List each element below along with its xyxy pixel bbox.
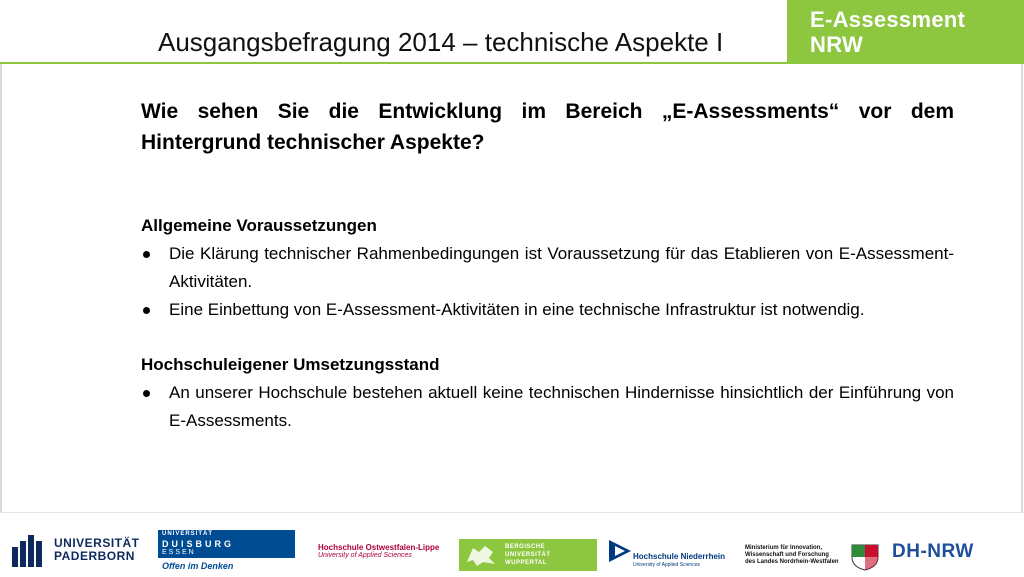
list-item (141, 240, 954, 296)
buw-line-2: UNIVERSITÄT (505, 552, 551, 558)
logo-hochschule-owl (318, 543, 443, 567)
brand-line-1: E-Assessment (810, 7, 966, 32)
bullet-text: Eine Einbettung von E-Assessment-Aktivitäten in eine technische Infrastruktur ist notwendig. (169, 300, 865, 319)
upb-line-2: PADERBORN (54, 549, 135, 563)
ude-slogan: Offen im Denken (162, 561, 234, 571)
logo-ministerium-nrw (745, 545, 845, 573)
nrw-coat-of-arms-icon (850, 543, 880, 571)
logo-universitaet-paderborn (12, 531, 142, 571)
slide-content (141, 96, 954, 435)
logo-universitaet-duisburg-essen (158, 530, 295, 574)
ministry-line-3: des Landes Nordrhein-Westfalen (745, 559, 839, 565)
list-item (141, 296, 954, 324)
bullet-text: An unserer Hochschule bestehen aktuell keine technischen Hindernisse hinsichtlich der Einführung von E-Assessments. (169, 383, 954, 430)
bullet-icon (143, 390, 150, 397)
bullet-text: Die Klärung technischer Rahmenbedingungen ist Voraussetzung für das Etablieren von E-Assessment-Aktivitäten. (169, 244, 954, 291)
buw-line-3: WUPPERTAL (505, 560, 548, 566)
partner-logo-footer (0, 512, 1024, 577)
ude-line-2: DUISBURG (162, 539, 235, 549)
hsnr-line-2: University of Applied Sciences (633, 562, 700, 568)
slide-header (0, 0, 1024, 64)
bullet-list-general (141, 240, 954, 324)
frame-left-border (0, 64, 2, 512)
ude-line-1: UNIVERSITÄT (162, 531, 214, 537)
buw-line-1: BERGISCHE (505, 544, 546, 550)
ministry-line-2: Wissenschaft und Forschung (745, 552, 829, 558)
upb-emblem-icon (12, 533, 46, 567)
bullet-icon (143, 307, 150, 314)
ministry-line-1: Ministerium für Innovation, (745, 545, 823, 551)
hsnr-line-1: Hochschule Niederrhein (633, 552, 726, 561)
frame-right-border (1021, 64, 1023, 512)
slide-title: Ausgangsbefragung 2014 – technische Aspekte I (158, 27, 724, 57)
logo-dh-nrw: DH-NRW (892, 541, 974, 562)
ude-line-3: ESSEN (162, 549, 196, 556)
list-item (141, 379, 954, 435)
bullet-list-status (141, 379, 954, 435)
hsnr-emblem-icon (609, 540, 631, 562)
upb-line-1: UNIVERSITÄT (54, 536, 140, 550)
hsowl-line-2: University of Applied Sciences (318, 552, 412, 559)
lion-icon (463, 542, 499, 568)
logo-hochschule-niederrhein (609, 538, 739, 574)
hsowl-line-1: Hochschule Ostwestfalen-Lippe (318, 543, 440, 552)
question-heading: Wie sehen Sie die Entwicklung im Bereich „E-Assessments“ vor dem Hintergrund technischer Aspekte? (141, 100, 954, 154)
section-title-status: Hochschuleigener Umsetzungsstand (141, 355, 440, 374)
brand-line-2: NRW (810, 32, 864, 57)
bullet-icon (143, 251, 150, 258)
brand-logo-e-assessment-nrw (787, 0, 1024, 64)
section-title-general: Allgemeine Voraussetzungen (141, 216, 377, 235)
header-divider (0, 62, 787, 64)
logo-bergische-universitaet-wuppertal (459, 539, 597, 571)
